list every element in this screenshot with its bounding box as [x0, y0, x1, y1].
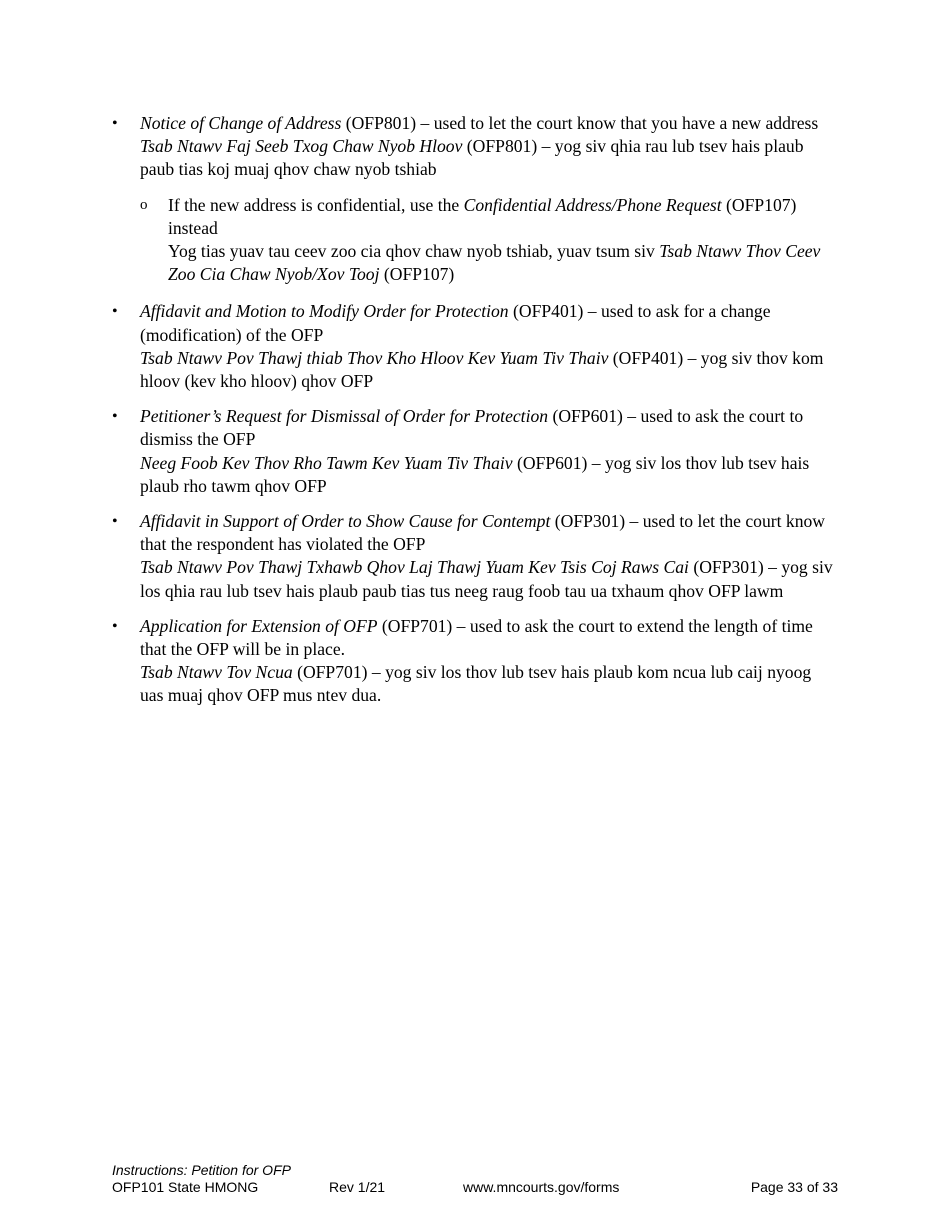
footer-page-number: Page 33 of 33 — [750, 1179, 838, 1195]
footer-revision: Rev 1/21 — [329, 1179, 386, 1195]
sub-list-item — [140, 194, 834, 287]
english-description — [140, 510, 834, 556]
form-title-hmong: Tsab Ntawv Faj Seeb Txog Chaw Nyob Hloov — [140, 136, 463, 157]
hmong-description — [140, 452, 834, 498]
english-description — [140, 405, 834, 451]
form-title-english: Notice of Change of Address — [140, 113, 342, 133]
sub-form-title-hmong: Tsab Ntawv Thov Ceev Zoo Cia Chaw Nyob/Xov Tooj — [168, 241, 821, 285]
footer-row — [112, 1179, 838, 1196]
form-title-hmong: Tsab Ntawv Pov Thawj thiab Thov Kho Hloov Kev Yuam Tiv Thaiv — [140, 347, 609, 368]
hmong-description — [140, 661, 834, 707]
form-title-english: Petitioner’s Request for Dismissal of Order for Protection — [140, 406, 549, 427]
bullet-icon: • — [112, 617, 118, 635]
form-description-hmong: (OFP701) – yog siv los thov lub tsev hais plaub kom ncua lub caij nyoog uas muaj qhov OFP mus ntev dua. — [140, 662, 812, 706]
list-item — [112, 615, 834, 708]
bullet-icon: • — [112, 303, 118, 321]
page-footer — [112, 1162, 838, 1196]
english-description — [140, 112, 834, 135]
bullet-icon: • — [112, 115, 118, 132]
hmong-description — [140, 556, 834, 602]
sub-english-description: If the new address is confidential, use the Confidential Address/Phone Request (OFP107) instead — [168, 194, 797, 238]
form-description-hmong: (OFP301) – yog siv los qhia rau lub tsev hais plaub paub tias tus neeg raug foob tau ua txhaum qhov OFP lawm — [140, 557, 833, 601]
bullet-icon: • — [112, 408, 118, 426]
hmong-description — [140, 135, 834, 181]
form-title-hmong: Tsab Ntawv Tov Ncua — [140, 662, 293, 683]
form-title-hmong: Neeg Foob Kev Thov Rho Tawm Kev Yuam Tiv Thaiv — [140, 452, 513, 473]
footer-form-id: OFP101 State HMONG — [112, 1179, 259, 1195]
sub-hmong-description: Yog tias yuav tau ceev zoo cia qhov chaw nyob tshiab, yuav tsum siv Tsab Ntawv Thov Ceev Zoo Cia Chaw Nyob/Xov Tooj (OFP107) — [168, 241, 821, 285]
form-description-hmong: (OFP601) – yog siv los thov lub tsev hais plaub rho tawm qhov OFP — [140, 452, 810, 496]
list-item — [112, 112, 834, 286]
form-description-english: (OFP701) – used to ask the court to extend the length of time that the OFP will be in place. — [140, 615, 813, 660]
form-title-english: Affidavit and Motion to Modify Order for Protection — [140, 301, 509, 322]
sub-bullet-icon: o — [140, 196, 148, 213]
form-title-hmong: Tsab Ntawv Pov Thawj Txhawb Qhov Laj Thawj Yuam Kev Tsis Coj Raws Cai — [140, 557, 689, 578]
english-description — [140, 300, 834, 346]
form-description-english: (OFP601) – used to ask the court to dismiss the OFP — [140, 406, 804, 450]
form-description-english: (OFP801) – used to let the court know that you have a new address — [341, 113, 819, 133]
footer-url: www.mncourts.gov/forms — [463, 1179, 620, 1195]
hmong-description — [140, 347, 834, 393]
form-title-english: Application for Extension of OFP — [140, 615, 378, 636]
document-body — [112, 112, 834, 720]
form-description-hmong: (OFP801) – yog siv qhia rau lub tsev hais plaub paub tias koj muaj qhov chaw nyob tshiab — [140, 136, 804, 180]
bullet-icon: • — [112, 513, 118, 531]
list-item — [112, 510, 834, 603]
form-description-hmong: (OFP401) – yog siv thov kom hloov (kev kho hloov) qhov OFP — [140, 347, 824, 392]
form-title-english: Affidavit in Support of Order to Show Cause for Contempt — [140, 511, 551, 532]
form-description-english: (OFP301) – used to let the court know that the respondent has violated the OFP — [140, 511, 826, 555]
sub-form-title-english: Confidential Address/Phone Request — [463, 194, 722, 215]
footer-title: Instructions: Petition for OFP — [112, 1162, 291, 1178]
list-item — [112, 405, 834, 498]
list-item — [112, 300, 834, 393]
form-description-english: (OFP401) – used to ask for a change (modification) of the OFP — [140, 301, 771, 345]
english-description — [140, 615, 834, 661]
